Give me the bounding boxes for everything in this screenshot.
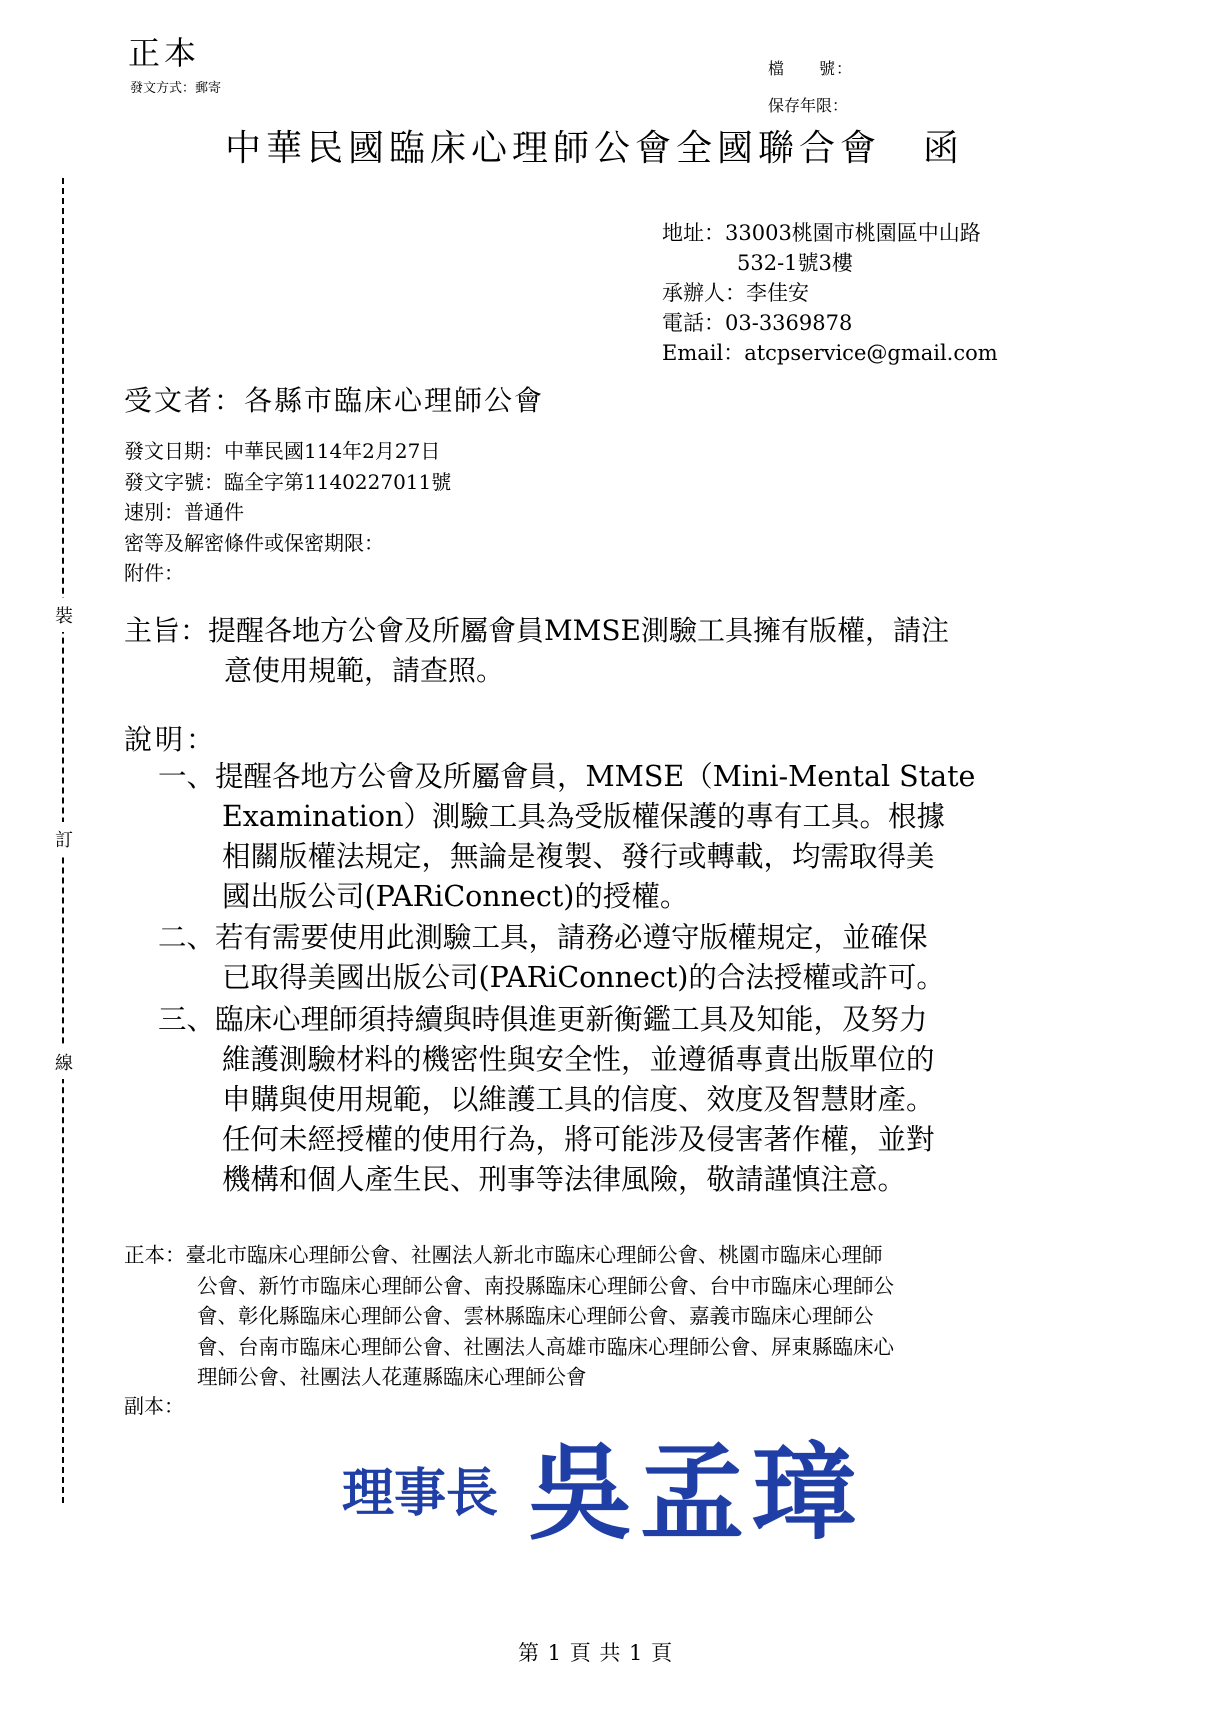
attachment: 附件：: [124, 561, 184, 585]
phone: 電話：03-3369878: [662, 311, 853, 335]
distribution-line: 公會、新竹市臨床心理師公會、南投縣臨床心理師公會、台中市臨床心理師公: [197, 1273, 894, 1298]
retention-label: 保存年限：: [768, 96, 849, 115]
issuer-name: 中華民國臨床心理師公會全國聯合會: [225, 128, 882, 169]
subject-line: 主旨：提醒各地方公會及所屬會員MMSE測驗工具擁有版權，請注: [124, 614, 949, 647]
distribution-list: [124, 1240, 894, 1393]
signature-name: 吳孟璋: [528, 1431, 865, 1554]
carbon-copy: 副本：: [124, 1394, 184, 1418]
item-line: 申購與使用規範，以維護工具的信度、效度及智慧財產。: [222, 1083, 935, 1116]
explanation-item-3: [158, 1000, 935, 1200]
handler: 承辦人：李佳安: [662, 281, 809, 305]
subject: [124, 611, 949, 691]
item-line: 二、若有需要使用此測驗工具，請務必遵守版權規定，並確保: [158, 921, 928, 954]
document-title: [225, 120, 964, 171]
copy-type-label: 正本: [128, 34, 201, 72]
document-kind: 函: [923, 128, 965, 169]
page-number: 第 1 頁 共 1 頁: [518, 1641, 674, 1665]
contact-block: [662, 218, 998, 368]
item-line: 國出版公司(PARiConnect)的授權。: [222, 880, 689, 913]
signature-stamp: [338, 1425, 898, 1565]
explanation-label: 說明：: [124, 723, 218, 756]
explanation-item-2: [158, 918, 945, 998]
item-line: 機構和個人產生民、刑事等法律風險，敬請謹慎注意。: [222, 1163, 907, 1196]
distribution-line: 正本：臺北市臨床心理師公會、社團法人新北市臨床心理師公會、桃園市臨床心理師: [124, 1243, 883, 1267]
email: Email：atcpservice@gmail.com: [662, 341, 998, 365]
binding-label-zhuang: 裝: [55, 598, 73, 632]
recipient: 受文者：各縣市臨床心理師公會: [124, 384, 545, 417]
distribution-line: 理師公會、社團法人花蓮縣臨床心理師公會: [197, 1365, 587, 1389]
signature-image: [338, 1425, 898, 1565]
binding-label-xian: 線: [55, 1045, 73, 1079]
item-line: 一、提醒各地方公會及所屬會員，MMSE（Mini-Mental State: [158, 760, 976, 793]
subject-line: 意使用規範，請查照。: [224, 654, 505, 687]
issue-date: 發文日期：中華民國114年2月27日: [124, 439, 441, 463]
distribution-line: 會、彰化縣臨床心理師公會、雲林縣臨床心理師公會、嘉義市臨床心理師公: [197, 1304, 874, 1328]
binding-label-ding: 訂: [55, 822, 73, 856]
document-meta: [124, 436, 451, 589]
item-line: Examination）測驗工具為受版權保護的專有工具。根據: [222, 800, 945, 833]
item-line: 維護測驗材料的機密性與安全性，並遵循專責出版單位的: [222, 1043, 935, 1076]
item-line: 任何未經授權的使用行為，將可能涉及侵害著作權，並對: [222, 1123, 935, 1156]
item-line: 三、臨床心理師須持續與時俱進更新衡鑑工具及知能，及努力: [158, 1003, 928, 1036]
document-number: 發文字號：臨全字第1140227011號: [124, 469, 452, 494]
item-line: 已取得美國出版公司(PARiConnect)的合法授權或許可。: [222, 961, 945, 994]
address-line-2: 532-1號3樓: [737, 251, 853, 275]
explanation-item-1: [158, 757, 975, 917]
distribution-line: 會、台南市臨床心理師公會、社團法人高雄市臨床心理師公會、屏東縣臨床心: [197, 1334, 894, 1359]
signature-title: 理事長: [342, 1463, 499, 1524]
speed: 速別：普通件: [124, 500, 244, 524]
item-line: 相關版權法規定，無論是複製、發行或轉載，均需取得美: [222, 840, 935, 873]
send-method: 發文方式：郵寄: [130, 81, 222, 96]
address-line-1: 地址：33003桃園市桃園區中山路: [662, 221, 981, 245]
file-number-label: 檔 號：: [768, 59, 854, 78]
security-level: 密等及解密條件或保密期限：: [124, 530, 384, 555]
